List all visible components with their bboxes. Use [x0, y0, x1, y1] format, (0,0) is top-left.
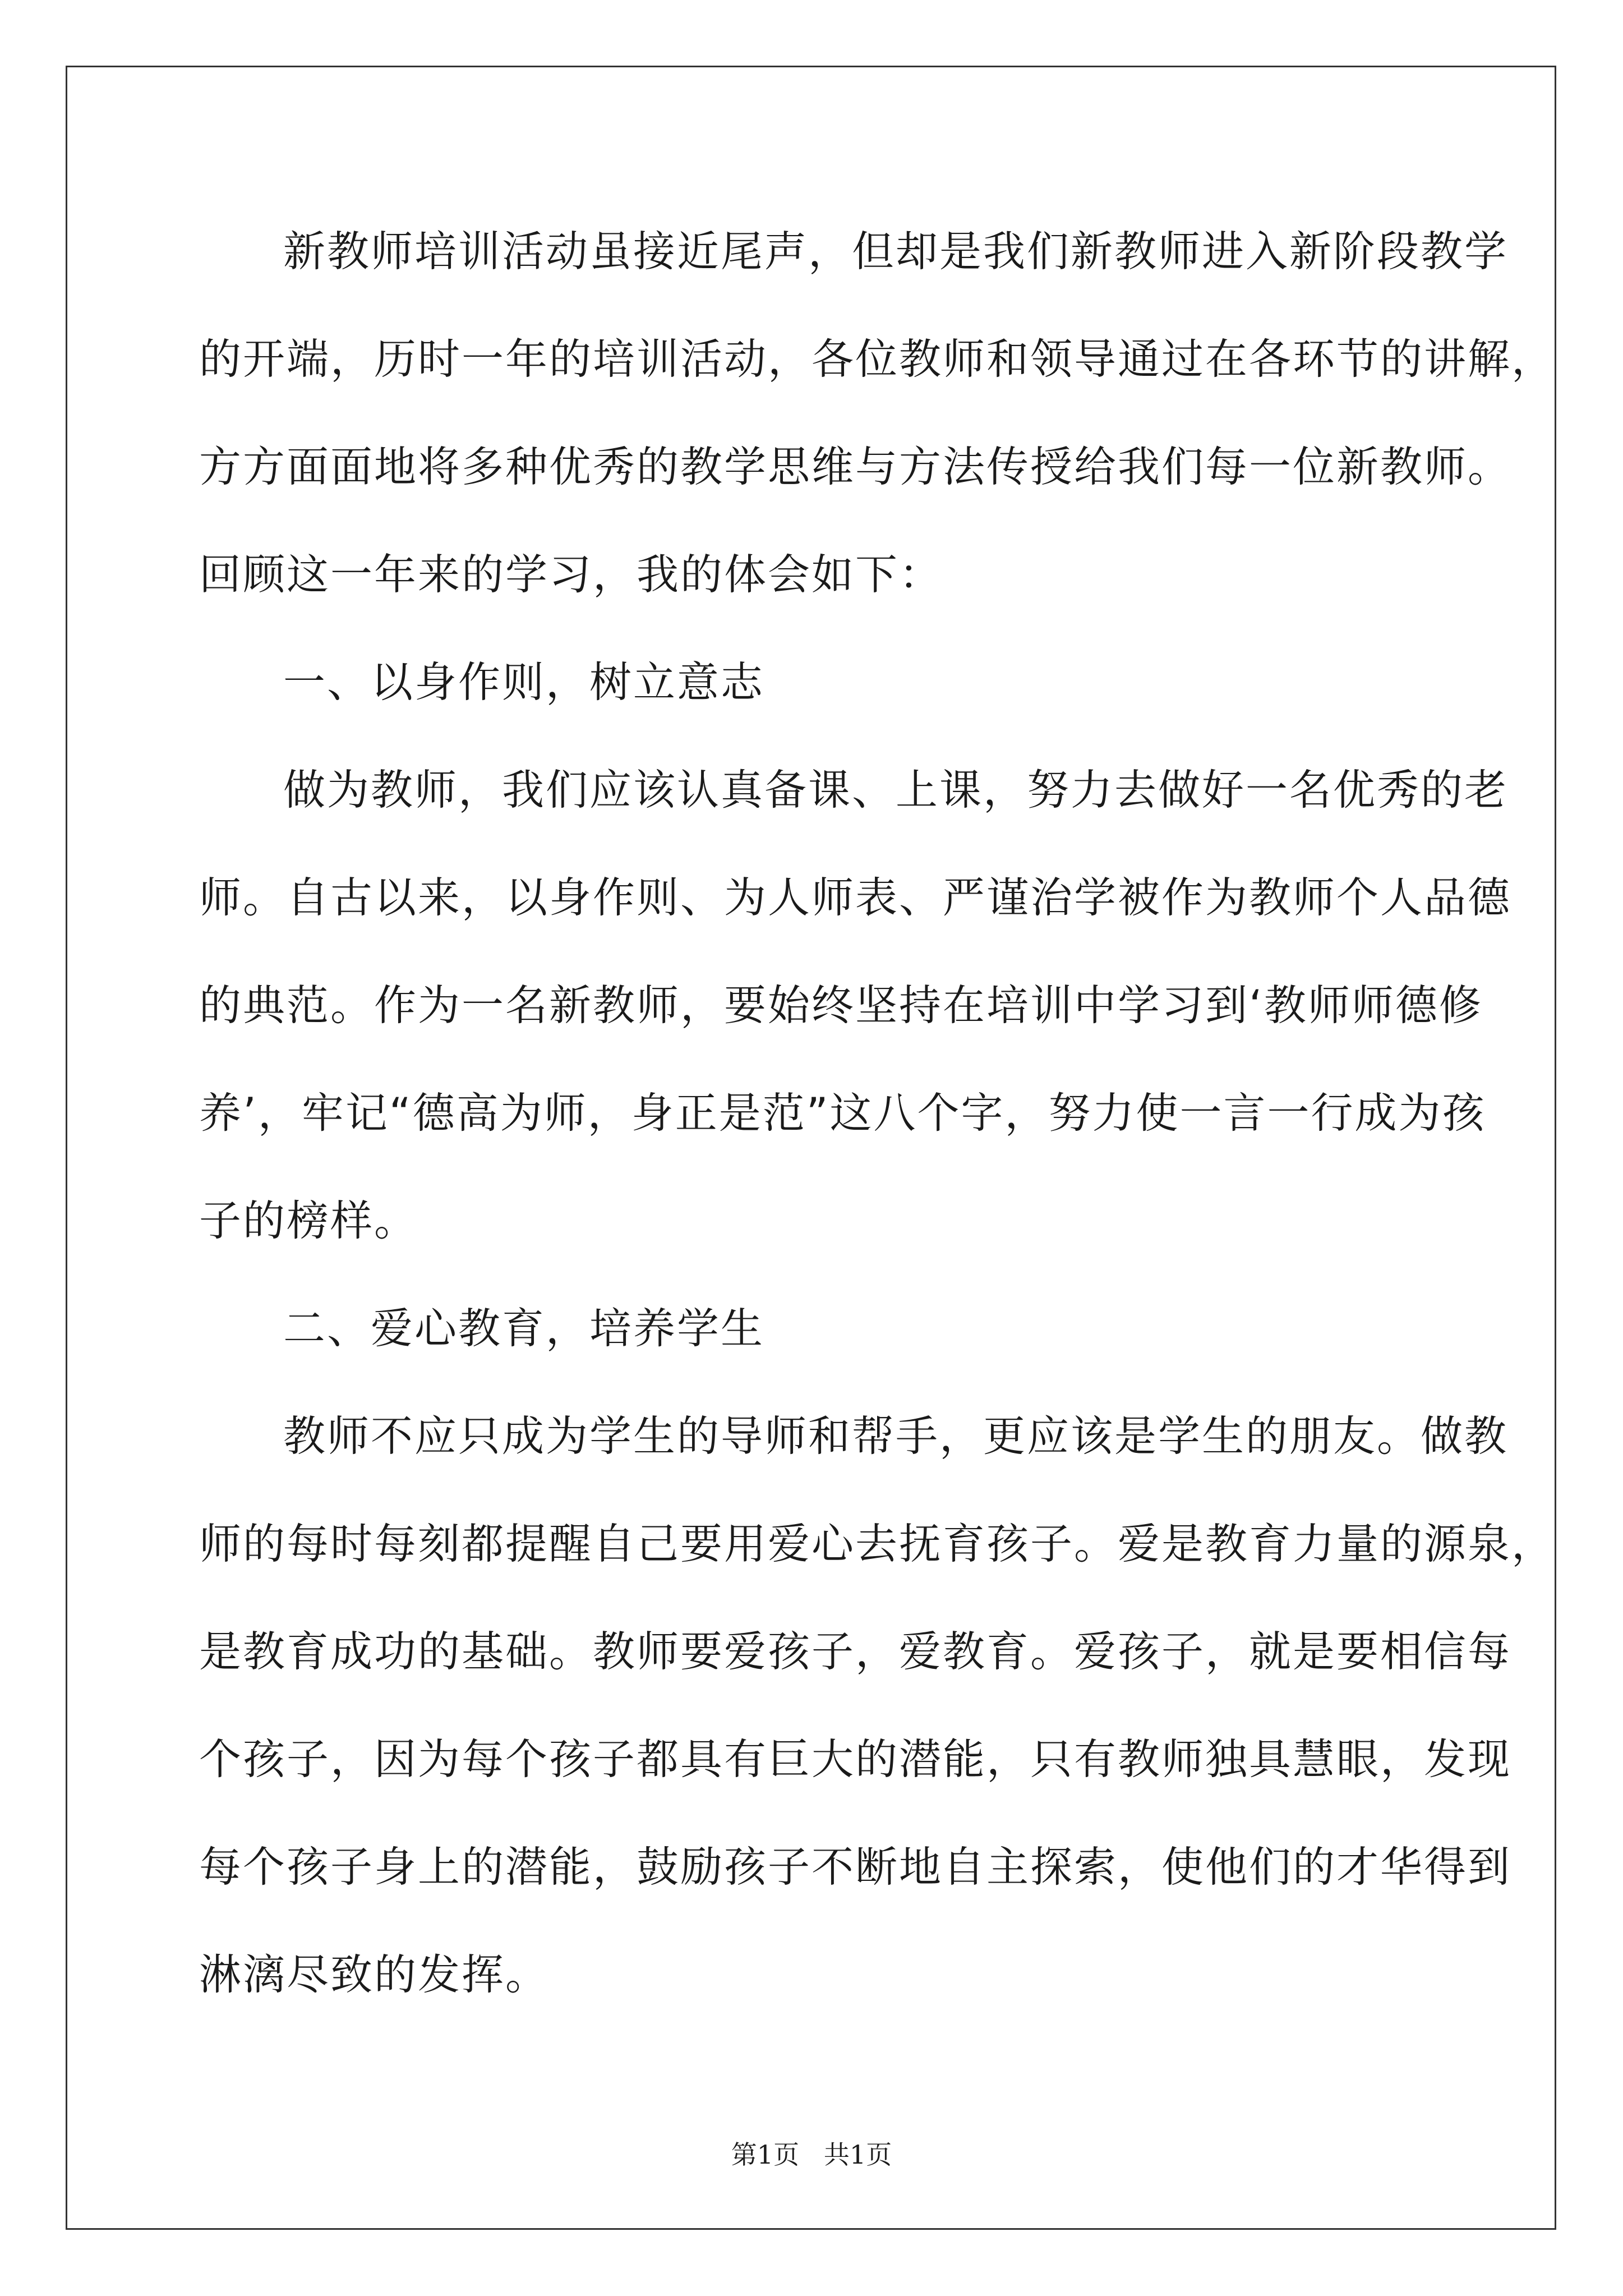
page-number-label: 第1页 共1页 [731, 2139, 892, 2170]
text-line: 师。自古以来，以身作则、为人师表、严谨治学被作为教师个人品德 [199, 873, 1512, 922]
text-line: 子的榜样。 [199, 1196, 418, 1245]
text-line: 每个孩子身上的潜能，鼓励孩子不断地自主探索，使他们的才华得到 [199, 1842, 1512, 1892]
text-line: 做为教师，我们应该认真备课、上课，努力去做好一名优秀的老 [283, 765, 1509, 815]
text-line: 的开端，历时一年的培训活动，各位教师和领导通过在各环节的讲解， [199, 334, 1556, 384]
text-line: 淋漓尽致的发挥。 [199, 1950, 550, 1999]
text-line: 的典范。作为一名新教师，要始终坚持在培训中学习到‘教师师德修 [199, 981, 1483, 1030]
text-line: 新教师培训活动虽接近尾声，但却是我们新教师进入新阶段教学 [283, 227, 1509, 276]
text-line: 养’，牢记“德高为师，身正是范”这八个字，努力使一言一行成为孩 [199, 1088, 1486, 1138]
text-line: 方方面面地将多种优秀的教学思维与方法传授给我们每一位新教师。 [199, 442, 1512, 491]
text-line: 二、爱心教育，培养学生 [283, 1304, 765, 1353]
text-line: 是教育成功的基础。教师要爱孩子，爱教育。爱孩子，就是要相信每 [199, 1627, 1512, 1676]
text-line: 教师不应只成为学生的导师和帮手，更应该是学生的朋友。做教 [283, 1411, 1509, 1461]
text-line: 师的每时每刻都提醒自己要用爱心去抚育孩子。爱是教育力量的源泉， [199, 1519, 1556, 1568]
text-line: 回顾这一年来的学习，我的体会如下： [199, 550, 943, 599]
text-line: 个孩子，因为每个孩子都具有巨大的潜能，只有教师独具慧眼，发现 [199, 1734, 1512, 1784]
text-line: 一、以身作则，树立意志 [283, 657, 765, 707]
document-body [199, 218, 1556, 2049]
page-footer [0, 2134, 1623, 2171]
